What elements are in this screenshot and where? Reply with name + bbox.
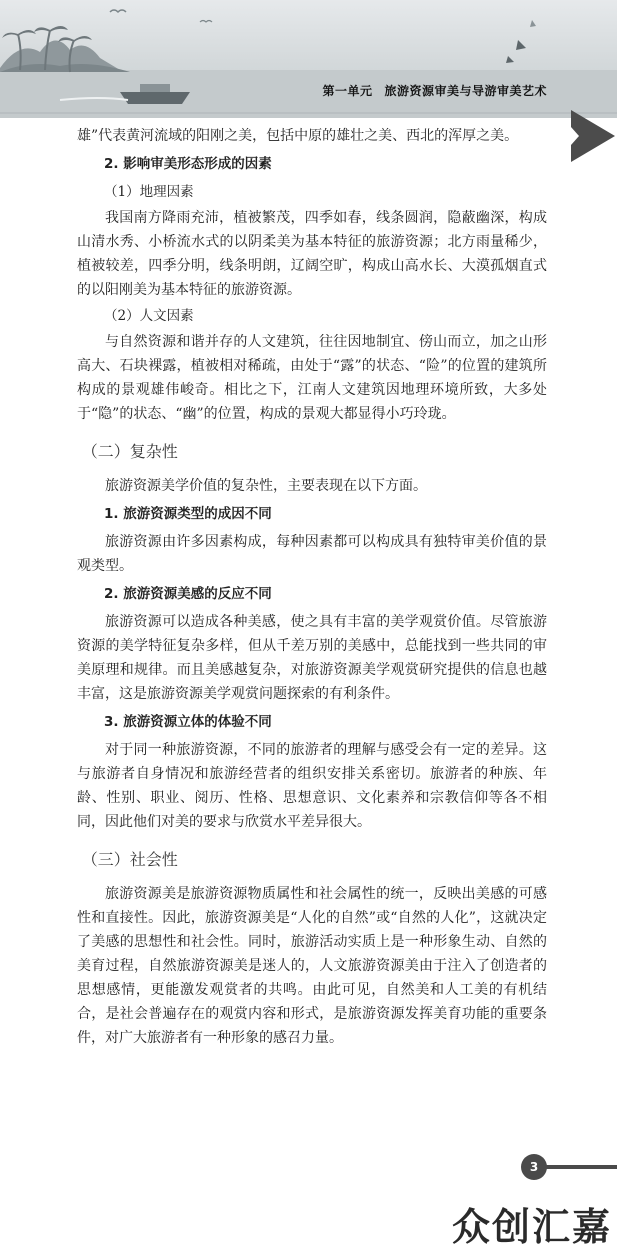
paragraph-continued: 雄”代表黄河流域的阳刚之美，包括中原的雄壮之美、西北的浑厚之美。	[77, 128, 519, 144]
corner-arrow-icon	[557, 108, 617, 166]
heading-influencing-factors: 2. 影响审美形态形成的因素	[104, 156, 272, 172]
watermark-logo: 众创汇嘉	[452, 1205, 613, 1249]
header-chapter-title: 旅游资源审美与导游审美艺术	[384, 84, 547, 98]
paragraph-type-causes: 旅游资源由许多因素构成，每种因素都可以构成具有独特审美价值的景观类型。	[77, 534, 547, 574]
header-divider	[0, 112, 617, 114]
section-heading-sociality: （三）社会性	[81, 850, 178, 869]
paragraph-geographic: 我国南方降雨充沛，植被繁茂，四季如春，线条圆润，隐蔽幽深，构成山清水秀、小桥流水式的以阴柔美为基本特征的旅游资源；北方雨量稀少，植被较差，四季分明，线条明朗，辽阔空旷，构成山高水长、大漠孤烟直式的以阳刚美为基本特征的旅游资源。	[77, 210, 547, 298]
heading-subject-experience: 3. 旅游资源立体的体验不同	[104, 714, 272, 730]
page-header-banner	[0, 0, 617, 118]
paragraph-complexity-intro: 旅游资源美学价值的复杂性，主要表现在以下方面。	[105, 478, 427, 494]
subheading-human-factors: （2）人文因素	[104, 308, 194, 324]
page-number-badge	[521, 1154, 617, 1184]
page-number-line	[545, 1165, 617, 1169]
subheading-geographic-factors: （1）地理因素	[104, 184, 194, 200]
landscape-illustration	[0, 0, 617, 118]
header-title	[322, 82, 547, 99]
page-number: 3	[521, 1154, 547, 1180]
heading-aesthetic-response: 2. 旅游资源美感的反应不同	[104, 586, 272, 602]
paragraph-subject-experience: 对于同一种旅游资源，不同的旅游者的理解与感受会有一定的差异。这与旅游者自身情况和旅游经营者的组织安排关系密切。旅游者的种族、年龄、性别、职业、阅历、性格、思想意识、文化素养和宗教信仰等各不相同，因此他们对美的要求与欣赏水平差异很大。	[77, 742, 547, 830]
page-content	[77, 124, 547, 1050]
paragraph-sociality: 旅游资源美是旅游资源物质属性和社会属性的统一，反映出美感的可感性和直接性。因此，旅游资源美是“人化的自然”或“自然的人化”，这就决定了美感的思想性和社会性。同时，旅游活动实质上是一种形象生动、自然的美育过程，自然旅游资源美是迷人的，人文旅游资源美由于注入了创造者的思想感情，更能激发观赏者的共鸣。由此可见，自然美和人工美的有机结合，是社会普遍存在的观赏内容和形式，是旅游资源发挥美育功能的重要条件，对广大旅游者有一种形象的感召力量。	[77, 886, 547, 1046]
section-heading-complexity: （二）复杂性	[81, 442, 178, 461]
heading-type-causes: 1. 旅游资源类型的成因不同	[104, 506, 272, 522]
header-unit: 第一单元	[322, 84, 373, 98]
paragraph-aesthetic-response: 旅游资源可以造成各种美感，使之具有丰富的美学观赏价值。尽管旅游资源的美学特征复杂多样，但从千差万别的美感中，总能找到一些共同的审美原理和规律。而且美感越复杂，对旅游资源美学观赏研究提供的信息也越丰富，这是旅游资源美学观赏问题探索的有利条件。	[77, 614, 547, 702]
paragraph-human: 与自然资源和谐并存的人文建筑，往往因地制宜、傍山而立，加之山形高大、石块裸露，植被相对稀疏，由处于“露”的状态、“险”的位置的建筑所构成的景观雄伟峻奇。相比之下，江南人文建筑因地理环境所致，大多处于“隐”的状态、“幽”的位置，构成的景观大都显得小巧玲珑。	[77, 334, 547, 422]
